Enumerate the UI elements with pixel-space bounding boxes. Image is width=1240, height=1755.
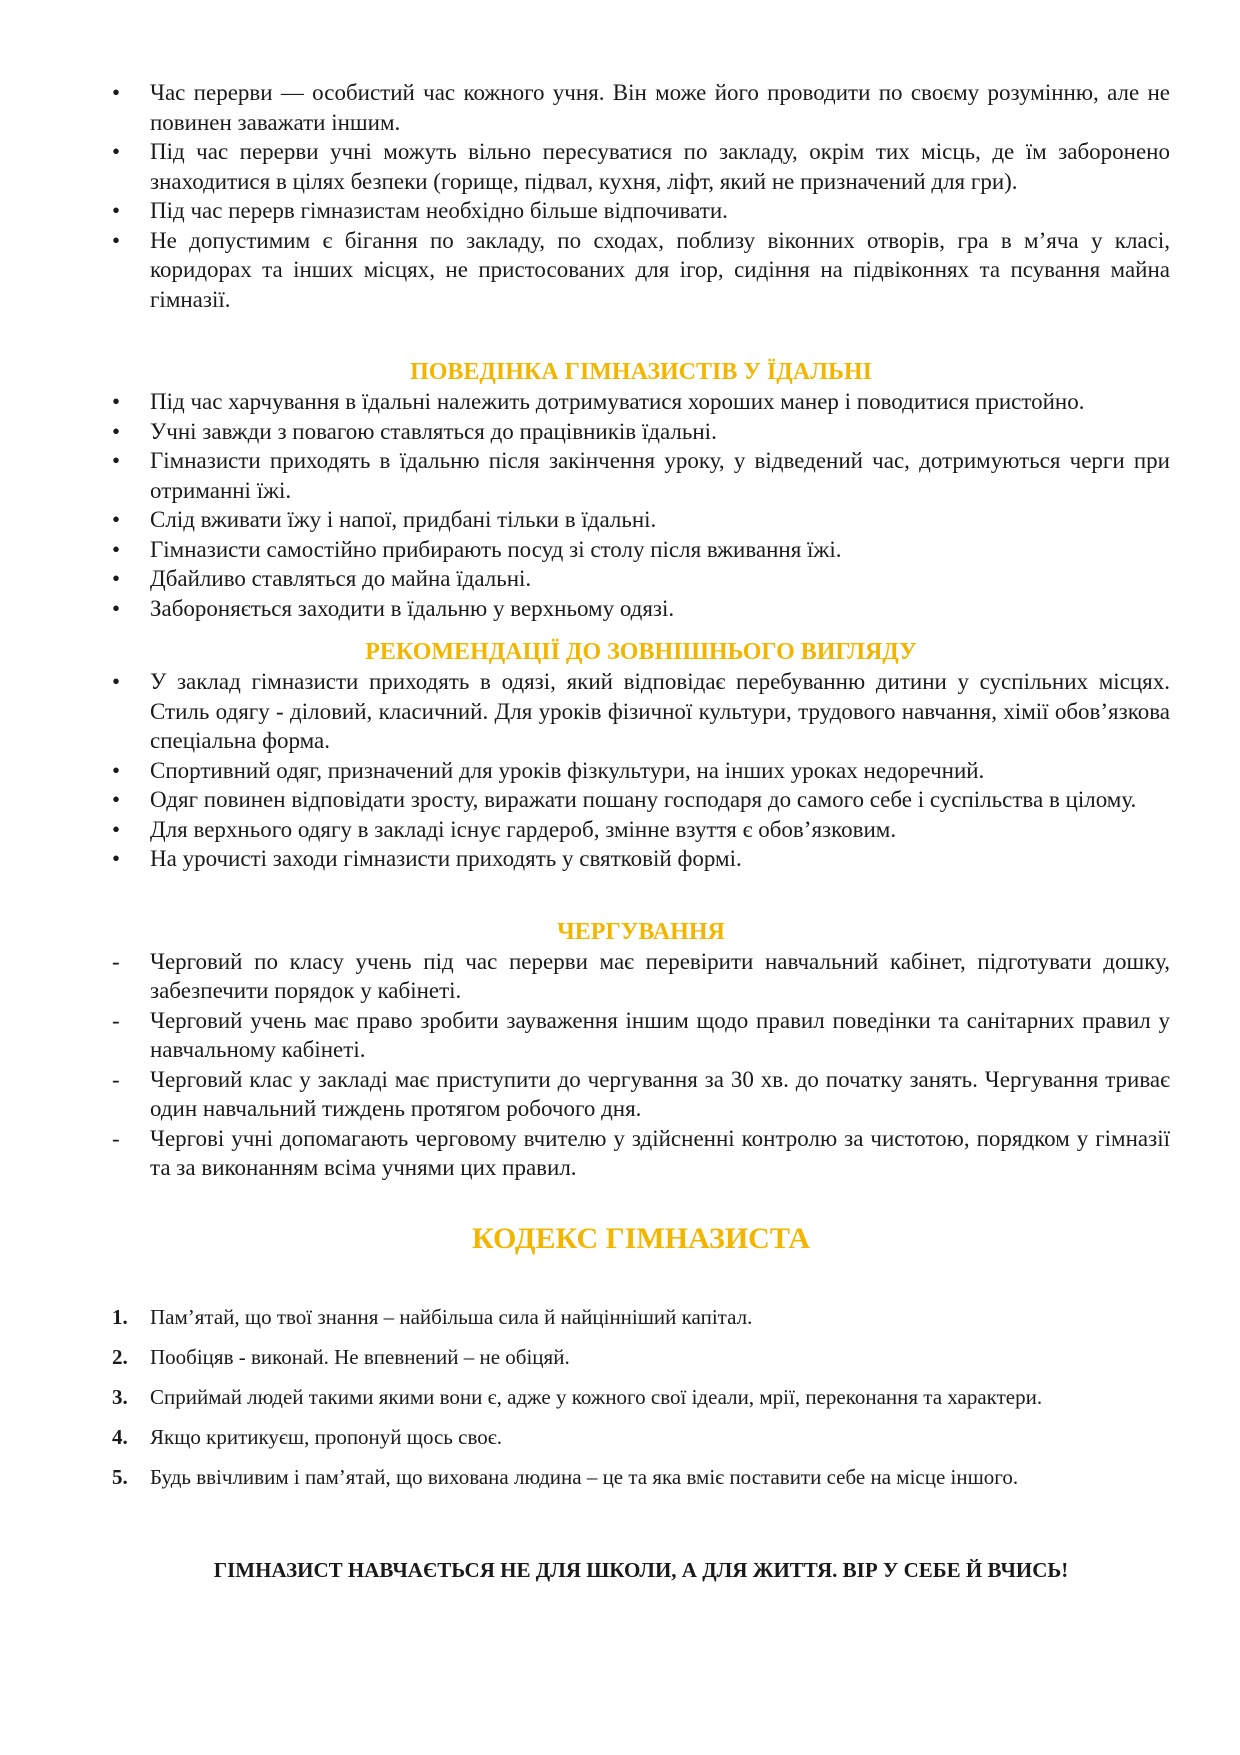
bullet-icon: • (112, 198, 121, 223)
list-item: • У заклад гімназисти приходять в одязі, який відповідає перебуванню дитини у суспільних місцях. Стиль одягу - діловий, класичний. Для уроків фізичної культури, трудового навчання, хімії обов’язкова спеціальна форма. (112, 669, 1170, 753)
bullet-icon: • (112, 507, 121, 532)
list-item: - Черговий по класу учень під час перерви має перевірити навчальний кабінет, підготувати дошку, забезпечити порядок у кабінеті. (112, 948, 1170, 1003)
bullet-icon: • (112, 669, 121, 694)
bullet-icon: • (112, 595, 121, 621)
bullet-icon: • (112, 536, 121, 562)
canteen-rules-list (112, 387, 1170, 623)
list-number: 1. (112, 1304, 128, 1329)
list-item: • Під час перерв гімназистам необхідно більше відпочивати. (112, 196, 1170, 226)
list-item: 3. Сприймай людей такими якими вони є, адже у кожного свої ідеали, мрії, переконання та характери. (112, 1384, 1043, 1409)
dash-marker: - (112, 1007, 120, 1033)
break-rules-list (112, 78, 1170, 314)
list-item: • Забороняється заходити в їдальню у верхньому одязі. (112, 594, 1170, 624)
code-list (112, 1304, 1170, 1490)
bullet-icon: • (112, 139, 121, 164)
list-number: 2. (112, 1344, 128, 1369)
list-item: 5. Будь ввічливим і пам’ятай, що вихована людина – це та яка вміє поставити себе на місце іншого. (112, 1464, 1019, 1489)
list-item: • Дбайливо ставляться до майна їдальні. (112, 564, 1170, 594)
dash-marker: - (112, 948, 120, 974)
list-item: • Не допустимим є бігання по закладу, по сходах, поблизу віконних отворів, гра в м’яча у класі, коридорах та інших місцях, не пристосованих для ігор, сидіння на підвіконнях та псування майна гімназії. (112, 227, 1170, 312)
bullet-icon: • (112, 448, 121, 473)
canteen-heading: ПОВЕДІНКА ГІМНАЗИСТІВ У ЇДАЛЬНІ (410, 359, 872, 385)
list-item: • Гімназисти приходять в їдальню після закінчення уроку, у відведений час, дотримуються черги при отриманні їжі. (112, 448, 1170, 503)
code-heading: КОДЕКС ГІМНАЗИСТА (471, 1221, 810, 1255)
list-item: 4. Якщо критикуєш, пропонуй щось своє. (112, 1424, 502, 1449)
list-item: - Черговий учень має право зробити зауваження іншим щодо правил поведінки та санітарних правил у навчальному кабінеті. (112, 1007, 1170, 1062)
list-item: 1. Пам’ятай, що твої знання – найбільша сила й найцінніший капітал. (112, 1304, 753, 1329)
bullet-icon: • (112, 846, 121, 871)
list-item: • Під час перерви учні можуть вільно пересуватися по закладу, окрім тих місць, де їм заборонено знаходитися в цілях безпеки (горище, підвал, кухня, ліфт, який не призначений для гри). (112, 139, 1170, 194)
list-item: 2. Пообіцяв - виконай. Не впевнений – не обіцяй. (112, 1344, 570, 1369)
motto: ГІМНАЗИСТ НАВЧАЄТЬСЯ НЕ ДЛЯ ШКОЛИ, А ДЛЯ ЖИТТЯ. ВІР У СЕБЕ Й ВЧИСЬ! (213, 1557, 1069, 1582)
list-item: - Черговий клас у закладі має приступити до чергування за 30 хв. до початку занять. Чергування триває один навчальний тиждень протягом робочого дня. (112, 1066, 1170, 1121)
bullet-icon: • (112, 389, 121, 414)
list-item: - Чергові учні допомагають черговому вчителю у здійсненні контролю за чистотою, порядком у гімназії та за виконанням всіма учнями цих правил. (112, 1125, 1170, 1180)
list-item: • Слід вживати їжу і напої, придбані тільки в їдальні. (112, 505, 1170, 535)
document-page (112, 78, 1170, 1583)
duty-heading: ЧЕРГУВАННЯ (557, 918, 725, 945)
list-number: 3. (112, 1384, 128, 1409)
duty-rules-list (112, 947, 1170, 1183)
bullet-icon: • (112, 566, 121, 591)
list-item: • Одяг повинен відповідати зросту, виражати пошану господаря до самого себе і суспільства в цілому. (112, 785, 1170, 815)
list-number: 4. (112, 1424, 128, 1449)
bullet-icon: • (112, 227, 121, 253)
bullet-icon: • (112, 816, 121, 842)
list-item: • На урочисті заходи гімназисти приходять у святковій формі. (112, 844, 1170, 874)
dash-marker: - (112, 1125, 120, 1151)
bullet-icon: • (112, 80, 121, 105)
list-item: • Час перерви — особистий час кожного учня. Він може його проводити по своєму розумінню, але не повинен заважати іншим. (112, 80, 1170, 135)
list-item: • Спортивний одяг, призначений для уроків фізкультури, на інших уроках недоречний. (112, 756, 1170, 786)
list-item: • Гімназисти самостійно прибирають посуд зі столу після вживання їжі. (112, 535, 1170, 565)
dash-marker: - (112, 1066, 120, 1092)
bullet-icon: • (112, 757, 121, 783)
appearance-rules-list (112, 667, 1170, 874)
list-item: • Учні завжди з повагою ставляться до працівників їдальні. (112, 417, 1170, 447)
list-item: • Для верхнього одягу в закладі існує гардероб, змінне взуття є обов’язковим. (112, 815, 1170, 845)
list-item: • Під час харчування в їдальні належить дотримуватися хороших манер і поводитися пристойно. (112, 387, 1170, 417)
list-number: 5. (112, 1464, 128, 1489)
bullet-icon: • (112, 418, 121, 444)
bullet-icon: • (112, 787, 121, 812)
appearance-heading: РЕКОМЕНДАЦІЇ ДО ЗОВНІШНЬОГО ВИГЛЯДУ (365, 639, 917, 665)
